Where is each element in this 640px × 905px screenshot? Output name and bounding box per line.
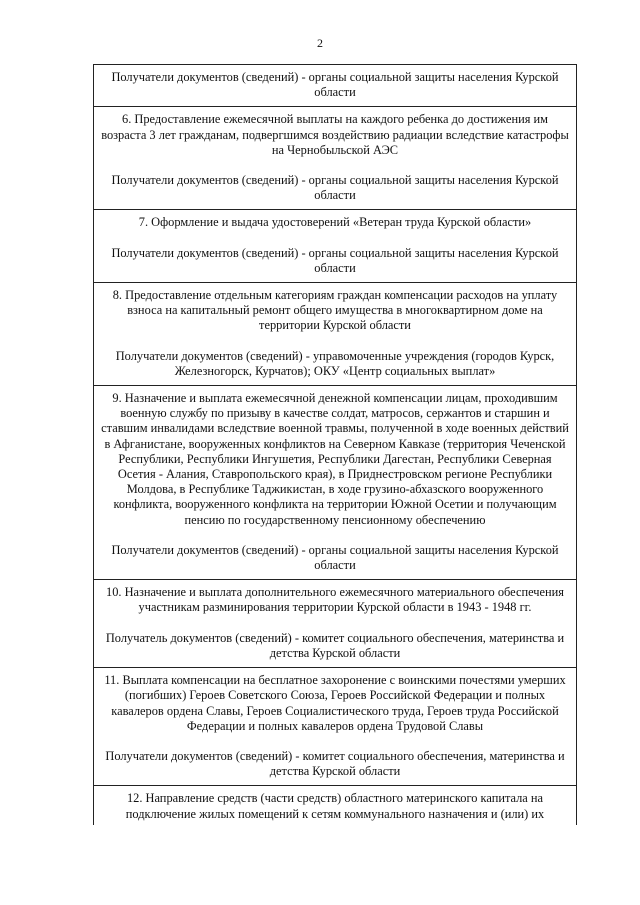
recipient-text: Получатели документов (сведений) - органы социальной защиты населения Курской области — [111, 542, 559, 573]
recipient-text: Получатели документов (сведений) - комитет социального обеспечения, материнства и детства Курской области — [105, 748, 565, 779]
table-row — [94, 210, 576, 283]
table-row — [94, 283, 576, 386]
table-row — [94, 107, 576, 210]
table-row — [94, 65, 576, 107]
recipient-text: Получатель документов (сведений) - комитет социального обеспечения, материнства и детства Курской области — [105, 630, 565, 660]
table-row — [94, 386, 576, 580]
service-text: 11. Выплата компенсации на бесплатное захоронение с воинскими почестями умерших (погибших) Героев Советского Союза, Героев Российской Федерации и полных кавалеров ордена Славы, Героев Социалистического труда, Героев труда Российской Федерации и полных кавалеров ордена Трудовой Славы — [104, 673, 566, 733]
service-text: 9. Назначение и выплата ежемесячной денежной компенсации лицам, проходившим военную службу по призыву в качестве солдат, матросов, сержантов и старшин и ставшим инвалидами вследствие военной травмы, полученной в ходе военных действий в Афганистане, вооруженных конфликтов на Северном Кавказе (территория Чеченской Республики, Республики Ингушетия, Республики Дагестан, Республики Северная Осетия - Алания, Ставропольского края), в Приднестровском регионе Республики Молдова, в Республике Таджикистан, в ходе грузино-абхазского вооруженного конфликта, вооруженного конфликта на территории Южной Осетии и получающим пенсию по государственному пенсионному обеспечению — [101, 391, 569, 527]
service-text: 7. Оформление и выдача удостоверений «Ветеран труда Курской области» — [138, 215, 532, 230]
recipient-text: Получатели документов (сведений) - управомоченные учреждения (городов Курск, Железногорск, Курчатов); ОКУ «Центр социальных выплат» — [115, 348, 555, 378]
recipient-text: Получатели документов (сведений) - органы социальной защиты населения Курской области — [111, 173, 559, 203]
page-number: 2 — [317, 36, 323, 50]
service-text: 10. Назначение и выплата дополнительного ежемесячного материального обеспечения участникам разминирования территории Курской области в 1943 - 1948 гг. — [106, 585, 564, 615]
service-text: 6. Предоставление ежемесячной выплаты на каждого ребенка до достижения им возраста 3 лет гражданам, подвергшимся воздействию радиации вследствие катастрофы на Чернобыльской АЭС — [101, 112, 569, 157]
recipient-text: Получатели документов (сведений) - органы социальной защиты населения Курской области — [111, 245, 559, 275]
table-row — [94, 786, 576, 825]
service-text: 8. Предоставление отдельным категориям граждан компенсации расходов на уплату взноса на капитальный ремонт общего имущества в многоквартирном доме на территории Курской области — [112, 288, 558, 333]
service-text: 12. Направление средств (части средств) областного материнского капитала на подключение жилых помещений к сетям коммунального назначения и (или) их — [125, 791, 545, 821]
table-row — [94, 668, 576, 786]
table-row — [94, 580, 576, 668]
services-table — [93, 64, 577, 825]
recipient-text: Получатели документов (сведений) - органы социальной защиты населения Курской области — [111, 70, 559, 100]
